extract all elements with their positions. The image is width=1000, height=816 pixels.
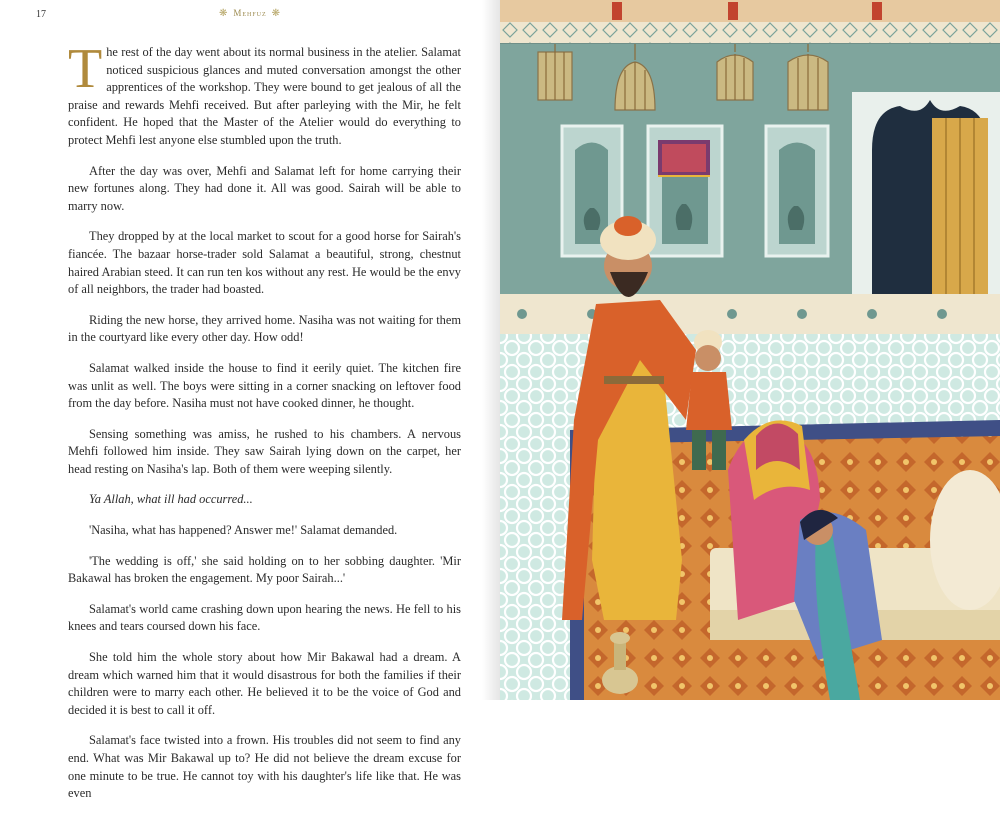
- story-illustration: [500, 0, 1000, 700]
- paragraph: Sensing something was amiss, he rushed to his chambers. A nervous Mehfi followed him inside. They saw Sairah lying down on the carpet, her head resting on Nasiha's lap. Both of them were weeping silently.: [68, 426, 461, 476]
- birdcage-icon: [538, 44, 572, 100]
- paragraph: Salamat walked inside the house to find it eerily quiet. The kitchen fire was unlit as well. The boys were sitting in a corner snacking on leftover food from the day before. Nasiha must not have cooked dinner, he thought.: [68, 360, 461, 411]
- paragraph: Ya Allah, what ill had occurred...: [89, 492, 253, 507]
- paragraph: 'The wedding is off,' she said holding on to her sobbing daughter. 'Mir Bakawal has broken the engagement. My poor Sairah...': [68, 553, 461, 586]
- right-page: [500, 0, 1000, 700]
- page-number: 17: [36, 9, 46, 20]
- ceiling-band: [500, 0, 1000, 22]
- drop-cap: T: [68, 38, 103, 100]
- paragraph: The rest of the day went about its normal business in the atelier. Salamat noticed suspicious glances and muted conversation amongst the other apprentices of the workshop. They were bound to get jealous of all the praise and rewards Mehfi received. But after parleying with the Mir, he felt confident. He hoped that the Master of the Atelier would do everything to protect Mehfi lest anyone else stumbled upon the truth.: [68, 38, 461, 147]
- frieze-band: [500, 22, 1000, 44]
- running-head: [0, 8, 500, 19]
- paragraph: Riding the new horse, they arrived home. Nasiha was not waiting for them in the courtyard like every other day. How odd!: [68, 312, 461, 345]
- paragraph: Salamat's world came crashing down upon hearing the news. He fell to his knees and tears coursed down his face.: [68, 601, 461, 634]
- paragraph: She told him the whole story about how Mir Bakawal had a dream. A dream which warned him that it would disastrous for both the families if their children were to marry each other. He believed it to be the voice of God and decided it is best to call it off.: [68, 650, 461, 717]
- ornament-icon: ❋: [271, 8, 282, 19]
- left-page: [0, 0, 500, 801]
- body-text: [68, 38, 461, 816]
- dado-band: [500, 294, 1000, 334]
- paragraph: After the day was over, Mehfi and Salamat left for home carrying their new fortunes along. They had done it. All was good. Sairah will be able to marry now.: [68, 163, 461, 213]
- paragraph: Salamat's face twisted into a frown. His troubles did not seem to find any end. What was Mir Bakawal up to? He did not believe the dream excuse for one minute to be true. He cannot toy with his daughter's life like that. He was even: [68, 733, 461, 801]
- running-head-title: Mehfuz: [233, 8, 267, 18]
- ornament-icon: ❋: [218, 8, 229, 19]
- gutter-shadow: [482, 0, 500, 700]
- paragraph: They dropped by at the local market to scout for a good horse for Sairah's fiancée. The bazaar horse-trader sold Salamat a beautiful, strong, chestnut haired Arabian steed. It can run ten kos without any rest. He would be the envy of all neighbors, the trader had boasted.: [68, 229, 461, 297]
- paragraph: 'Nasiha, what has happened? Answer me!' Salamat demanded.: [89, 523, 398, 538]
